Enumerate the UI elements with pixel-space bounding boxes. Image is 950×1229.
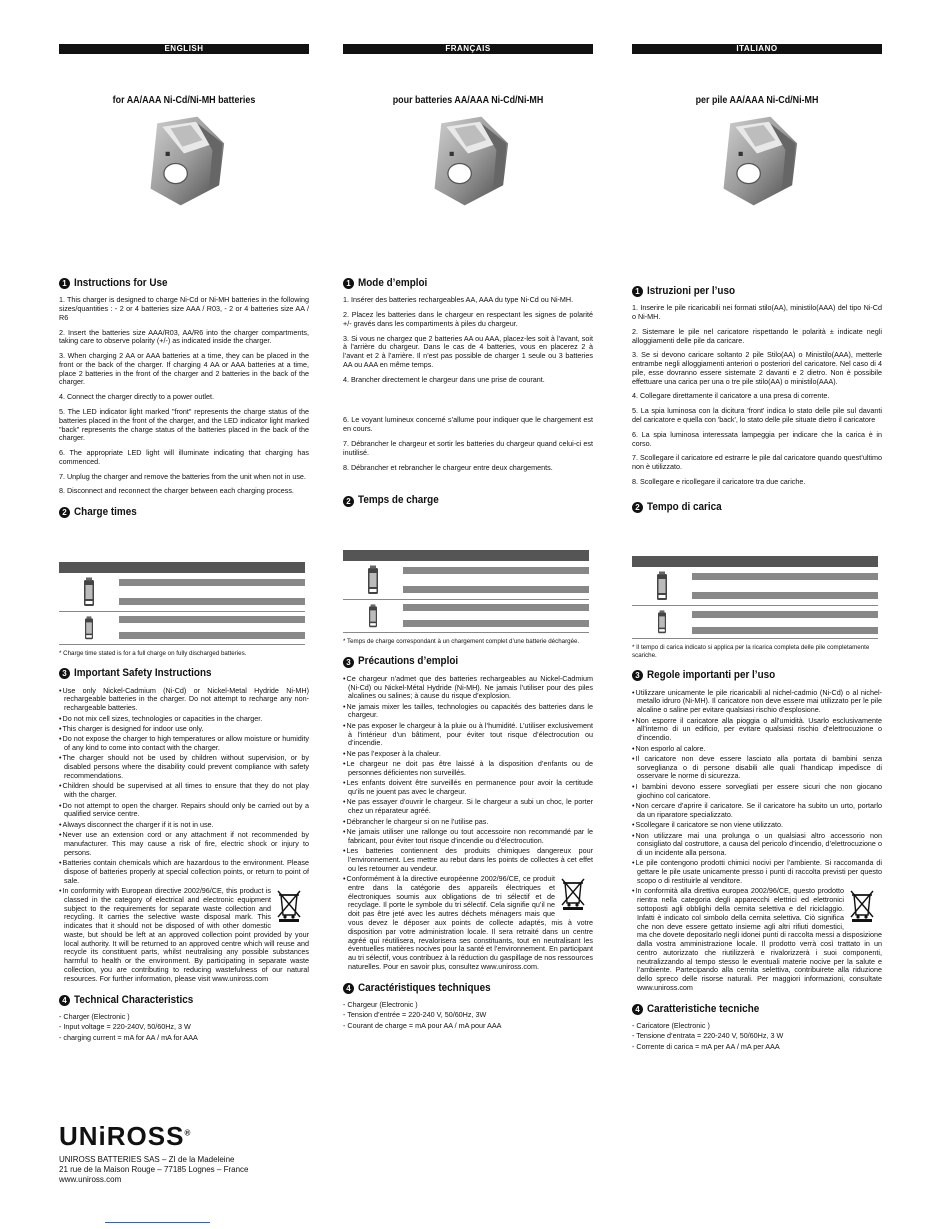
language-header-italian: ITALIANO (632, 44, 882, 54)
safety-item: • This charger is designed for indoor use only. (59, 725, 309, 734)
safety-item: • Do not attempt to open the charger. Repairs should only be carried out by a qualified service centre. (59, 802, 309, 820)
battery-aaa-icon (84, 616, 94, 640)
safety-item-weee (343, 875, 593, 972)
safety-item: • Débrancher le chargeur si on ne l’utilise pas. (343, 818, 593, 827)
section-number-badge: 2 (632, 502, 643, 513)
weee-bin-icon (559, 877, 587, 911)
footer-link-underline (105, 1222, 210, 1223)
instruction-item: 3. Si vous ne chargez que 2 batteries AA ou AAA, placez-les soit à l’avant, soit à l’arrière du chargeur. Dans le cas de 4 batteries, vous en placerez 2 à l’avant et 2 à l’arrière. Il n’est pas possible de charger 1 seule ou 3 batteries AA ou AAA en même temps. (343, 333, 593, 369)
safety-item: • Non utilizzare mai una prolunga o un qualsiasi altro accessorio non consigliato dal costruttore, a causa del pericolo d’incendio, d’elettrocuzione o di un incidente alla persona. (632, 832, 882, 858)
safety-item: • Do not mix cell sizes, technologies or capacities in the charger. (59, 715, 309, 724)
section-title: Istruzioni per l’uso (647, 284, 736, 297)
charge-times-table (343, 550, 589, 633)
section-instructions-heading (632, 285, 882, 298)
safety-item: • Scollegare il caricatore se non viene utilizzato. (632, 821, 882, 830)
instruction-item: 2. Insert the batteries size AAA/R03, AA/R6 into the charger compartments, taking care to observe polarity (+/-) as indicated inside the charger. (59, 327, 309, 346)
safety-item: • Ce chargeur n’admet que des batteries rechargeables au Nickel-Cadmium (Ni-Cd) ou Nickel-Métal Hydride (Ni-MH). Ne jamais l’utiliser pour des piles alcalines ou salines; à cause du risque d’explosion. (343, 675, 593, 701)
company-name: UNIROSS BATTERIES SAS – ZI de la Madeleine (59, 1154, 235, 1164)
table-row-aa (632, 567, 878, 606)
safety-item-weee (632, 887, 882, 992)
safety-item: • Le pile contengono prodotti chimici nocivi per l’ambiente. Si raccomanda di gettare le pile usate unicamente presso i punti di raccolta previsti per questo scopo o di restituirle al venditore. (632, 859, 882, 885)
safety-item: • Ne pas essayer d’ouvrir le chargeur. Si le chargeur a subi un choc, le porter chez un réparateur agréé. (343, 798, 593, 816)
section-safety-heading (632, 669, 882, 682)
section-title: Technical Characteristics (74, 993, 194, 1006)
subtitle-english: for AA/AAA Ni-Cd/Ni-MH batteries (112, 94, 256, 106)
instruction-item: 1. This charger is designed to charge Ni-Cd or Ni-MH batteries in the following sizes/quantities : - 2 or 4 batteries size AAA / R03, - 2 or 4 batteries size AA / R6 (59, 295, 309, 322)
safety-list (343, 675, 593, 972)
instruction-item: 3. Se si devono caricare soltanto 2 pile Stilo(AA) o Ministilo(AAA), metterle entrambe negli alloggiamenti anteriori o posteriori del caricatore. Nel caso di 4 pile, esse dovranno essere sistemate 2 davanti e 2 dietro. Non è possibile effettuare una carica per una o tre pile stilo(AA) o ministilo(AAA). (632, 350, 882, 386)
spec-item: - Charger (Electronic ) (59, 1011, 130, 1021)
section-number-badge: 3 (343, 657, 354, 668)
registered-mark: ® (184, 1128, 192, 1138)
instruction-item: 5. La spia luminosa con la dicitura 'front' indica lo stato delle pile sul davanti del caricatore e quella con 'back', lo stato delle pile situate dietro il caricatore (632, 406, 882, 425)
safety-list (632, 689, 882, 993)
instruction-item: 1. Insérer des batteries rechargeables AA, AAA du type Ni-Cd ou Ni-MH. (343, 295, 574, 305)
table-header (343, 550, 589, 561)
instruction-item: 8. Disconnect and reconnect the charger between each charging process. (59, 486, 294, 496)
table-row-aaa (59, 612, 305, 645)
instruction-item: 7. Unplug the charger and remove the batteries from the unit when not in use. (59, 471, 306, 481)
weee-text: Conformément à la directive européenne 2002/96/CE, ce produit entre dans la catégorie des appareils électriques et électroniques soumis aux obligations de tri sélectif et de recyclage. Il porte le symbole du tri sélectif. Cela signifie qu’il ne doit pas être jeté avec les autres déchets ménagers mais que vous devez le déposer aux points de collecte adaptés, mis à votre disposition par votre administration locale. Il sera retraité dans un centre agréé qui réutilisera, revalorisera ses constituants, tout en neutralisant les éventuelles matières nocives pour la santé et l’environnement. En participant au tri sélectif, vous contribuez à la réduction du gaspillage de nos ressources naturelles. Pour en savoir plus, consultez www.uniross.com. (346, 874, 593, 971)
footer (59, 1120, 248, 1185)
charger-image (141, 115, 227, 207)
instruction-item: 3. When charging 2 AA or AAA batteries at a time, they can be placed in the front or the back of the charger. If charging 4 AA or AAA batteries at a time, place 2 batteries in the front of the charger and 2 batteries in the back of the charger. (59, 351, 309, 387)
spec-item: - Courant de charge = mA pour AA / mA pour AAA (343, 1020, 502, 1030)
safety-item: • The charger should not be used by children without supervision, or by disabled persons where the disability could prevent compliance with safety recommendations. (59, 754, 309, 780)
section-number-badge: 4 (343, 983, 354, 994)
spec-item: - charging current = mA for AA / mA for AAA (59, 1032, 198, 1042)
section-charge-times-heading (632, 501, 882, 514)
instruction-item: 4. Connect the charger directly to a power outlet. (59, 392, 215, 402)
section-title: Important Safety Instructions (74, 667, 212, 680)
spec-item: - Corrente di carica = mA per AA / mA per AAA (632, 1041, 780, 1051)
battery-aa-icon (656, 571, 668, 601)
section-title: Précautions d’emploi (358, 655, 459, 668)
weee-bin-icon (848, 889, 876, 923)
section-number-badge: 1 (59, 278, 70, 289)
battery-aa-icon (83, 577, 95, 607)
section-title: Charge times (74, 506, 137, 519)
spec-item: - Tension d’entrée = 220-240 V, 50/60Hz, 3W (343, 1010, 487, 1020)
section-title: Caratteristiche tecniche (647, 1002, 760, 1015)
section-title: Instructions for Use (74, 276, 168, 289)
safety-item: • Use only Nickel-Cadmium (Ni-Cd) or Nickel-Metal Hydride Ni-MH) rechargeable batteries in the charger. Do not attempt to recharge any non-rechargeable batteries. (59, 687, 309, 713)
safety-item: • Le chargeur ne doit pas être laissé à la disposition d’enfants ou de personnes déficientes non surveillés. (343, 760, 593, 778)
safety-item: • Les enfants doivent être surveillés en permanence pour avoir la certitude qu’ils ne jouent pas avec le chargeur. (343, 779, 593, 797)
weee-text: In conformità alla direttiva europea 2002/96/CE, questo prodotto rientra nella categoria degli apparecchi elettrici ed elettronici sottoposti agli obblighi della cernita selettiva e del riciclaggio. Infatti è indicato col simbolo della cernita selettiva. Ciò significa che non deve essere gettato insieme agli altri rifiuti domestici, ma che dovete depositarlo negli idonei punti di raccolta messi a disposizione dalla vostra amministrazione locale. Il prodotto verrà così trattato in un centro autorizzato che riutilizzerà e rivalorizzerà i suoi componenti, neutralizzando al tempo stesso le eventuali materie nocive per la salute e l’ambiente. Partecipando alla cernita selettiva, contribuirete alla riduzione dello spreco delle risorse naturali. Per maggiori informazioni, consultate www.uniross.com (635, 886, 882, 992)
battery-aaa-icon (657, 610, 667, 634)
safety-item: • Non esporre il caricatore alla pioggia o all’umidità. Usarlo esclusivamente all’interno di un edificio, per evitare qualsiasi rischio d’elettrocuzione o d’incendio. (632, 717, 882, 743)
subtitle-italian: per pile AA/AAA Ni-Cd/Ni-MH (695, 94, 819, 106)
safety-list (59, 687, 309, 984)
section-number-badge: 3 (632, 670, 643, 681)
section-number-badge: 3 (59, 668, 70, 679)
section-number-badge: 4 (59, 995, 70, 1006)
safety-item: • Ne jamais utiliser une rallonge ou tout accessoire non recommandé par le fabricant, pour éviter tout risque d’incendie ou d’électrocution. (343, 828, 593, 846)
safety-item: • Batteries contain chemicals which are hazardous to the environment. Please dispose of batteries properly at special collection points, or return to point of sale. (59, 859, 309, 885)
instruction-item: 6. La spia luminosa interessata lampeggia per indicare che la carica è in corso. (632, 429, 882, 448)
safety-item: • Ne pas exposer le chargeur à la pluie ou à l’humidité. L’utiliser exclusivement à l’intérieur d’un bâtiment, pour éviter tout risque d’électrocution ou d’incendie. (343, 722, 593, 748)
section-technical-heading (632, 1003, 882, 1016)
language-header-french: FRANÇAIS (343, 44, 593, 54)
safety-item: • Do not expose the charger to high temperatures or allow moisture or humidity of any kind to come into contact with the charger. (59, 735, 309, 753)
safety-item: • Il caricatore non deve essere lasciato alla portata di bambini senza sorveglianza o di persone disabili alle quali l’handicap impedisce di osservare le norme di sicurezza. (632, 755, 882, 781)
section-title: Regole importanti per l’uso (647, 669, 776, 682)
section-title: Caractéristiques techniques (358, 981, 491, 994)
section-instructions-heading (59, 277, 309, 290)
safety-item: • Non esporlo al calore. (632, 745, 882, 754)
safety-item: • Never use an extension cord or any attachment if not recommended by manufacturer. This may cause a risk of fire, electric shock or injury to persons. (59, 831, 309, 857)
company-address: 21 rue de la Maison Rouge – 77185 Lognes – France (59, 1164, 249, 1174)
instruction-item: 7. Scollegare il caricatore ed estrarre le pile dal caricatore quando quest’ultimo non è utilizzato. (632, 453, 882, 472)
english-column (59, 44, 309, 1044)
section-technical-heading (59, 994, 309, 1007)
section-safety-heading (343, 655, 593, 668)
safety-item-weee (59, 887, 309, 984)
charge-time-note: * Temps de charge correspondant à un chargement complet d’une batterie déchargée. (343, 637, 580, 645)
safety-item: • Ne jamais mixer les tailles, technologies ou capacités des batteries dans le chargeur. (343, 703, 593, 721)
charge-time-note: * Il tempo di carica indicato si applica per la ricarica completa delle pile completamente scariche. (632, 644, 870, 659)
safety-item: • Les batteries contiennent des produits chimiques dangereux pour l’environnement. Les mettre au rebut dans les points de collectes à cet effet ou les retourner au vendeur. (343, 847, 593, 873)
charger-image (425, 115, 511, 207)
spec-item: - Chargeur (Electronic ) (343, 1000, 418, 1010)
table-row-aaa (343, 600, 589, 633)
subtitle-french: pour batteries AA/AAA Ni-Cd/Ni-MH (392, 94, 544, 106)
table-row-aa (59, 573, 305, 612)
section-number-badge: 4 (632, 1004, 643, 1015)
section-title: Temps de charge (358, 494, 439, 507)
instruction-item: 5. The LED indicator light marked "front" represents the charge status of the batteries placed in the front of the charger, and the LED indicator light marked "back" represents the charge status of the batteries placed in the back of the charger. (59, 407, 309, 443)
logo-text: UNiROSS (59, 1121, 185, 1151)
instruction-item: 7. Débrancher le chargeur et sortir les batteries du chargeur quand celui-ci est inutilisé. (343, 439, 593, 457)
safety-item: • Ne pas l’exposer à la chaleur. (343, 750, 593, 759)
table-header (632, 556, 878, 567)
instruction-item: 4. Collegare direttamente il caricatore a una presa di corrente. (632, 391, 830, 401)
charge-times-table (632, 556, 878, 639)
section-number-badge: 2 (59, 507, 70, 518)
uniross-logo (59, 1120, 248, 1153)
section-number-badge: 1 (343, 278, 354, 289)
battery-aaa-icon (368, 604, 378, 628)
safety-item: • Children should be supervised at all times to ensure that they do not play with the charger. (59, 782, 309, 800)
spec-item: - Input voltage = 220-240V, 50/60Hz, 3 W (59, 1022, 191, 1032)
section-safety-heading (59, 667, 309, 680)
instruction-item: 1. Inserire le pile ricaricabili nei formati stilo(AA), ministilo(AAA) del tipo Ni-Cd o Ni-MH. (632, 303, 882, 321)
section-charge-times-heading (343, 494, 593, 507)
charger-image (714, 115, 800, 207)
table-header (59, 562, 305, 573)
section-charge-times-heading (59, 506, 309, 519)
instruction-item: 2. Sistemare le pile nel caricatore rispettando le polarità ± indicate negli alloggiamenti delle pile da caricare. (632, 326, 882, 345)
spec-item: - Caricatore (Electronic ) (632, 1021, 710, 1031)
section-technical-heading (343, 982, 593, 995)
table-row-aaa (632, 606, 878, 639)
french-column (343, 44, 593, 1032)
italian-column (632, 44, 882, 1053)
charge-time-note: * Charge time stated is for a full charge on fully discharged batteries. (59, 649, 247, 657)
safety-item: • I bambini devono essere sorvegliati per essere sicuri che non giocano giochino col caricatore. (632, 783, 882, 801)
company-website[interactable]: www.uniross.com (59, 1174, 122, 1184)
instruction-item: 8. Scollegare e ricollegare il caricatore tra due cariche. (632, 476, 806, 486)
section-number-badge: 1 (632, 286, 643, 297)
instruction-item: 8. Débrancher et rebrancher le chargeur entre deux chargements. (343, 462, 553, 472)
spec-item: - Tensione d’entrata = 220-240 V, 50/60Hz, 3 W (632, 1031, 784, 1041)
charge-times-table (59, 562, 305, 645)
battery-aa-icon (367, 565, 379, 595)
safety-item: • Always disconnect the charger if it is not in use. (59, 821, 309, 830)
safety-item: • Utilizzare unicamente le pile ricaricabili al nichel-cadmio (Ni-Cd) o al nichel-metallo idruro (Ni-MH). Il caricatore non deve essere mai utilizzato per le pile alcaline o saline per evitare qualsiasi rischio d’esplosione. (632, 689, 882, 715)
instruction-item: 6. The appropriate LED light will illuminate indicating that charging has commenced. (59, 448, 309, 466)
instruction-item: 4. Brancher directement le chargeur dans une prise de courant. (343, 374, 545, 384)
section-instructions-heading (343, 277, 593, 290)
language-header-english: ENGLISH (59, 44, 309, 54)
instruction-item: 2. Placez les batteries dans le chargeur en respectant les signes de polarité +/- gravés dans les compartiments à piles du chargeur. (343, 309, 593, 328)
table-row-aa (343, 561, 589, 600)
instruction-item: 6. Le voyant lumineux concerné s’allume pour indiquer que le chargement est en cours. (343, 415, 593, 434)
weee-text: In conformity with European directive 2002/96/CE, this product is classed in the category of electrical and electronic equipment subject to the requirements for separate waste collection and recycling. It carries the selective waste disposal mark. This indicates that it should not be disposed of with other domestic waste, but should be left at an approved collection point provided by your local authority. It will be returned to an approved centre which will reuse and recycle its constituent parts, whilst neutralising any possible substances harmful to health or the environment. By participating in separate waste collection, you are contributing to reducing wastefulness of our natural resources. For further information, please visit www.uniross.com (62, 885, 309, 983)
safety-item: • Non cercare d’aprire il caricatore. Se il caricatore ha subito un urto, portarlo da un riparatore specializzato. (632, 802, 882, 820)
weee-bin-icon (275, 889, 303, 923)
section-title: Mode d’emploi (358, 276, 428, 289)
section-title: Tempo di carica (647, 500, 722, 513)
section-number-badge: 2 (343, 496, 354, 507)
